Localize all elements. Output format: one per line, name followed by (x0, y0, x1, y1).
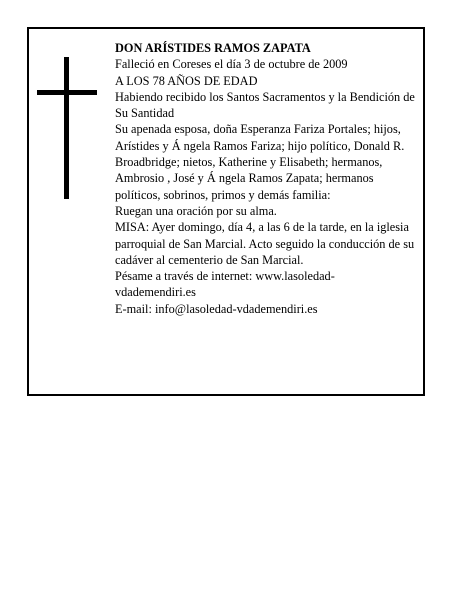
obituary-notice (27, 27, 425, 396)
sacraments-line: Habiendo recibido los Santos Sacramentos y la Bendición de Su Santidad (115, 89, 415, 121)
cross-icon (37, 57, 97, 199)
cross-vertical-bar (64, 57, 69, 199)
prayer-request: Ruegan una oración por su alma. (115, 203, 277, 218)
mass-paragraph: MISA: Ayer domingo, día 4, a las 6 de la tarde, en la iglesia parroquial de San Marcial. Acto seguido la conducción de su cadáver al cementerio de San Marcial. (115, 220, 415, 267)
deceased-name: DON ARÍSTIDES RAMOS ZAPATA (115, 41, 311, 55)
cross-horizontal-bar (37, 90, 97, 95)
family-paragraph: Su apenada esposa, doña Esperanza Fariza Portales; hijos, Arístides y Á ngela Ramos Fariza; hijo político, Donald R. Broadbridge; nietos, Katherine y Elisabeth; hermanos, Ambrosio , José y Á ngela Ramos Zapata; hermanos políticos, sobrinos, primos y demás familia: (115, 122, 405, 202)
condolence-line (115, 268, 415, 301)
notice-text (115, 40, 415, 317)
email-label: E-mail: (115, 301, 155, 316)
age-line: A LOS 78 AÑOS DE EDAD (115, 73, 258, 88)
condolence-website[interactable]: www.lasoledad-vdademendiri.es (115, 269, 335, 300)
email-address[interactable]: info@lasoledad-vdademendiri.es (154, 301, 318, 316)
email-line (115, 301, 415, 317)
death-line: Falleció en Coreses el día 3 de octubre de 2009 (115, 57, 348, 72)
condolence-label: Pésame a través de internet: (115, 269, 256, 284)
